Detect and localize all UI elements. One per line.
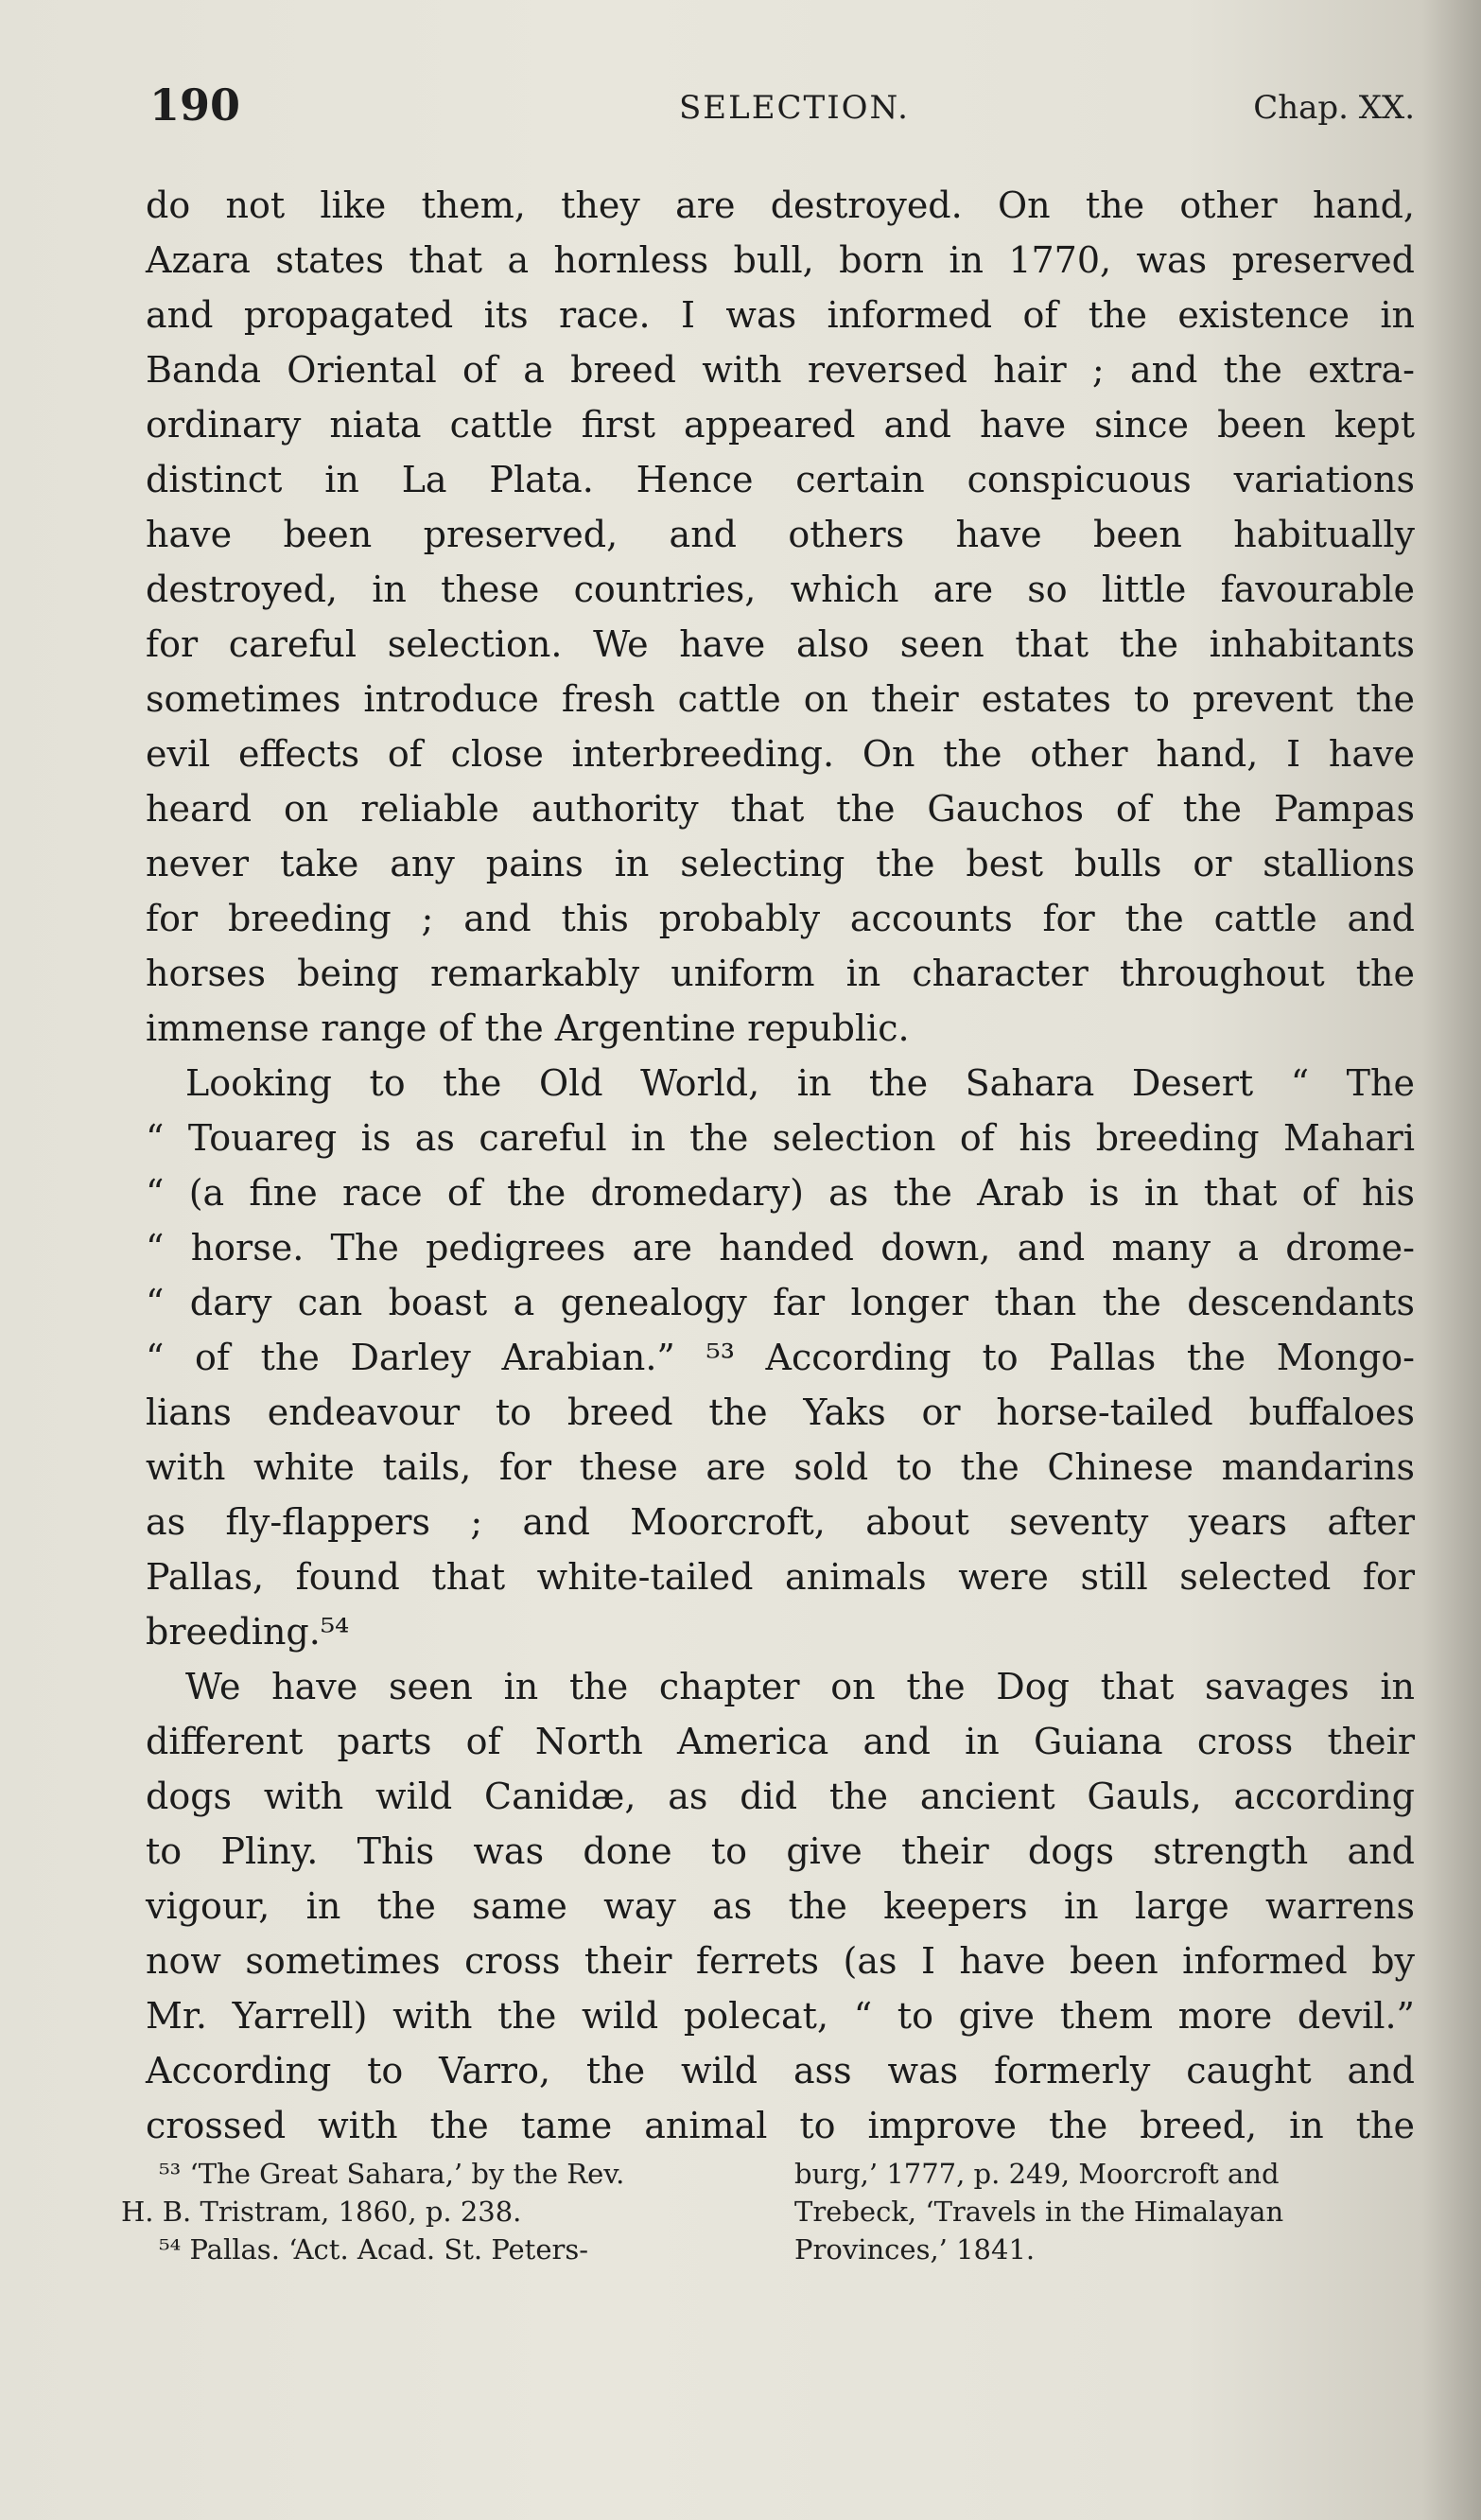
text-line: dogs with wild Canidæ, as did the ancient Gauls, according [146,1776,1415,1817]
text-line: “ Touareg is as careful in the selection of his breeding Mahari [146,1117,1415,1159]
footnote-line: ⁵⁴ Pallas. ‘Act. Acad. St. Peters- [159,2233,589,2266]
text-line: Banda Oriental of a breed with reversed hair ; and the extra- [146,349,1415,391]
running-head: SELECTION. [679,89,910,127]
text-line: heard on reliable authority that the Gauchos of the Pampas [146,788,1415,830]
page-header [149,79,1415,146]
footnote-column-right [794,2155,1419,2268]
text-line: to Pliny. This was done to give their dogs strength and [146,1830,1415,1872]
text-line: “ horse. The pedigrees are handed down, and many a drome- [146,1227,1415,1269]
text-line: now sometimes cross their ferrets (as I have been informed by [146,1940,1415,1982]
text-line: immense range of the Argentine republic. [146,1007,910,1049]
text-line: do not like them, they are destroyed. On the other hand, [146,184,1415,226]
text-line: “ dary can boast a genealogy far longer than the descendants [146,1282,1415,1323]
text-line: horses being remarkably uniform in character throughout the [146,953,1415,994]
footnote-line: Trebeck, ‘Travels in the Himalayan [794,2196,1284,2228]
text-line: lians endeavour to breed the Yaks or horse-tailed buffaloes [146,1391,1415,1433]
text-line: crossed with the tame animal to improve the breed, in the [146,2105,1415,2146]
page-number: 190 [149,79,241,131]
footnote-line: H. B. Tristram, 1860, p. 238. [121,2196,522,2228]
footnote-line: Provinces,’ 1841. [794,2233,1036,2266]
text-line: “ (a fine race of the dromedary) as the Arab is in that of his [146,1172,1415,1214]
text-line: According to Varro, the wild ass was formerly caught and [146,2050,1415,2091]
text-line: never take any pains in selecting the best bulls or stallions [146,843,1415,884]
text-line: We have seen in the chapter on the Dog that savages in [185,1666,1415,1707]
text-line: and propagated its race. I was informed of the existence in [146,294,1415,336]
footnote-column-left [121,2155,736,2268]
text-line: distinct in La Plata. Hence certain conspicuous variations [146,459,1415,500]
text-line: destroyed, in these countries, which are so little favourable [146,569,1415,610]
footnote-line: burg,’ 1777, p. 249, Moorcroft and [794,2158,1280,2190]
text-line: Pallas, found that white-tailed animals were still selected for [146,1556,1415,1598]
text-line: ordinary niata cattle first appeared and have since been kept [146,404,1415,446]
text-line: as fly-flappers ; and Moorcroft, about seventy years after [146,1501,1415,1543]
text-line: Azara states that a hornless bull, born in 1770, was preserved [146,239,1415,281]
text-line: for careful selection. We have also seen that the inhabitants [146,623,1415,665]
text-line: Mr. Yarrell) with the wild polecat, “ to give them more devil.” [146,1995,1415,2037]
text-line: for breeding ; and this probably accounts for the cattle and [146,898,1415,939]
footnote-line: ⁵³ ‘The Great Sahara,’ by the Rev. [159,2158,625,2190]
text-line: have been preserved, and others have been habitually [146,514,1415,555]
chapter-label: Chap. XX. [1253,89,1415,127]
text-line: different parts of North America and in Guiana cross their [146,1721,1415,1762]
body-text [146,178,1415,2153]
text-line: Looking to the Old World, in the Sahara Desert “ The [185,1062,1415,1104]
text-line: breeding.⁵⁴ [146,1611,350,1653]
text-line: evil effects of close interbreeding. On the other hand, I have [146,733,1415,775]
text-line: sometimes introduce fresh cattle on their estates to prevent the [146,678,1415,720]
text-line: vigour, in the same way as the keepers in large warrens [146,1885,1415,1927]
text-line: “ of the Darley Arabian.” ⁵³ According to Pallas the Mongo- [146,1337,1415,1378]
text-line: with white tails, for these are sold to the Chinese mandarins [146,1446,1415,1488]
